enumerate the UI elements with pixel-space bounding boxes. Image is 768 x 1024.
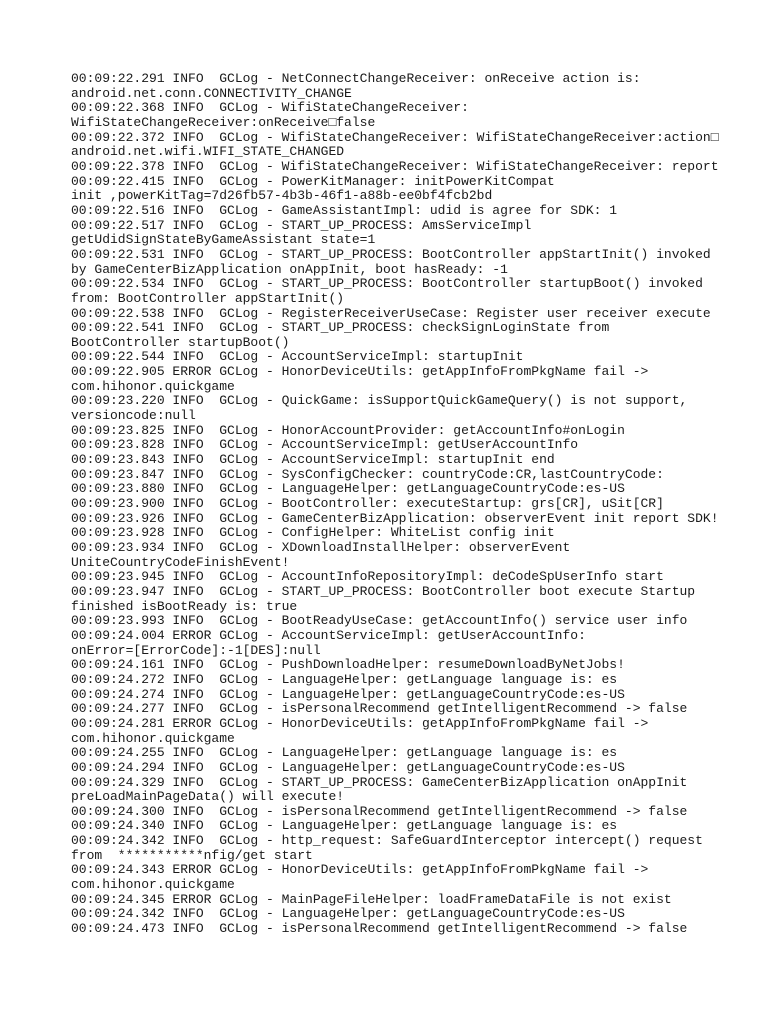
log-line: 00:09:23.993 INFO GCLog - BootReadyUseCase: getAccountInfo() service user info <box>71 613 688 629</box>
log-line: 00:09:24.342 INFO GCLog - http_request: SafeGuardInterceptor intercept() request <box>71 833 703 849</box>
log-line: 00:09:24.329 INFO GCLog - START_UP_PROCESS: GameCenterBizApplication onAppInit <box>71 774 688 790</box>
log-document <box>71 72 731 937</box>
log-line: 00:09:24.294 INFO GCLog - LanguageHelper: getLanguageCountryCode:es-US <box>71 759 625 775</box>
log-line: 00:09:24.300 INFO GCLog - isPersonalRecommend getIntelligentRecommend -> false <box>71 803 688 819</box>
log-line: 00:09:24.161 INFO GCLog - PushDownloadHelper: resumeDownloadByNetJobs! <box>71 657 625 673</box>
log-line: 00:09:24.004 ERROR GCLog - AccountServiceImpl: getUserAccountInfo: <box>71 627 586 643</box>
log-line: 00:09:23.828 INFO GCLog - AccountServiceImpl: getUserAccountInfo <box>71 437 579 453</box>
log-line: 00:09:23.947 INFO GCLog - START_UP_PROCESS: BootController boot execute Startup <box>71 583 696 599</box>
log-line: 00:09:24.473 INFO GCLog - isPersonalRecommend getIntelligentRecommend -> false <box>71 921 688 937</box>
log-line: 00:09:22.378 INFO GCLog - WifiStateChangeReceiver: WifiStateChangeReceiver: report <box>71 158 719 174</box>
log-line: 00:09:22.905 ERROR GCLog - HonorDeviceUtils: getAppInfoFromPkgName fail -> <box>71 364 649 380</box>
log-line: 00:09:23.900 INFO GCLog - BootController: executeStartup: grs[CR], uSit[CR] <box>71 496 664 512</box>
log-line: 00:09:22.415 INFO GCLog - PowerKitManager: initPowerKitCompat <box>71 173 555 189</box>
log-line: from ***********nfig/get start <box>71 847 313 863</box>
log-line: 00:09:24.277 INFO GCLog - isPersonalRecommend getIntelligentRecommend -> false <box>71 701 688 717</box>
log-line: com.hihonor.quickgame <box>71 877 235 893</box>
log-line: com.hihonor.quickgame <box>71 378 235 394</box>
log-line: 00:09:24.281 ERROR GCLog - HonorDeviceUtils: getAppInfoFromPkgName fail -> <box>71 715 649 731</box>
log-line: 00:09:24.342 INFO GCLog - LanguageHelper: getLanguageCountryCode:es-US <box>71 906 625 922</box>
log-line: WifiStateChangeReceiver:onReceive□false <box>71 114 376 130</box>
log-line: preLoadMainPageData() will execute! <box>71 789 345 805</box>
log-line: 00:09:23.926 INFO GCLog - GameCenterBizApplication: observerEvent init report SDK! <box>71 510 719 526</box>
log-line: finished isBootReady is: true <box>71 598 298 614</box>
log-line: init ,powerKitTag=7d26fb57-4b3b-46f1-a88b-ee0bf4fcb2bd <box>71 188 493 204</box>
log-line: 00:09:22.538 INFO GCLog - RegisterReceiverUseCase: Register user receiver execute <box>71 305 711 321</box>
log-line: 00:09:23.928 INFO GCLog - ConfigHelper: WhiteList config init <box>71 525 555 541</box>
log-line: 00:09:23.847 INFO GCLog - SysConfigChecker: countryCode:CR,lastCountryCode: <box>71 466 664 482</box>
log-line: android.net.wifi.WIFI_STATE_CHANGED <box>71 144 345 160</box>
log-line: 00:09:24.340 INFO GCLog - LanguageHelper: getLanguage language is: es <box>71 818 618 834</box>
log-line: 00:09:22.516 INFO GCLog - GameAssistantImpl: udid is agree for SDK: 1 <box>71 202 618 218</box>
log-line: 00:09:24.272 INFO GCLog - LanguageHelper: getLanguage language is: es <box>71 671 618 687</box>
log-line: getUdidSignStateByGameAssistant state=1 <box>71 232 376 248</box>
log-line: 00:09:23.843 INFO GCLog - AccountServiceImpl: startupInit end <box>71 452 555 468</box>
log-line: 00:09:22.517 INFO GCLog - START_UP_PROCESS: AmsServiceImpl <box>71 217 532 233</box>
log-line: 00:09:22.541 INFO GCLog - START_UP_PROCESS: checkSignLoginState from <box>71 320 610 336</box>
log-line: 00:09:22.544 INFO GCLog - AccountServiceImpl: startupInit <box>71 349 524 365</box>
log-line: 00:09:22.534 INFO GCLog - START_UP_PROCESS: BootController startupBoot() invoked <box>71 276 703 292</box>
log-line: 00:09:24.343 ERROR GCLog - HonorDeviceUtils: getAppInfoFromPkgName fail -> <box>71 862 649 878</box>
log-line: versioncode:null <box>71 408 196 424</box>
log-line: 00:09:24.345 ERROR GCLog - MainPageFileHelper: loadFrameDataFile is not exist <box>71 891 672 907</box>
log-line: 00:09:23.934 INFO GCLog - XDownloadInstallHelper: observerEvent <box>71 540 571 555</box>
log-line: 00:09:22.531 INFO GCLog - START_UP_PROCESS: BootController appStartInit() invoked <box>71 246 711 262</box>
log-line: 00:09:22.372 INFO GCLog - WifiStateChangeReceiver: WifiStateChangeReceiver:action□ <box>71 129 719 145</box>
log-line: com.hihonor.quickgame <box>71 730 235 746</box>
log-line: 00:09:23.220 INFO GCLog - QuickGame: isSupportQuickGameQuery() is not support, <box>71 393 688 409</box>
log-line: from: BootController appStartInit() <box>71 290 345 306</box>
log-line: 00:09:22.291 INFO GCLog - NetConnectChangeReceiver: onReceive action is: <box>71 71 641 86</box>
log-line: by GameCenterBizApplication onAppInit, boot hasReady: -1 <box>71 261 508 277</box>
log-line: BootController startupBoot() <box>71 334 290 350</box>
log-line: onError=[ErrorCode]:-1[DES]:null <box>71 642 321 658</box>
log-line: 00:09:23.880 INFO GCLog - LanguageHelper: getLanguageCountryCode:es-US <box>71 481 625 497</box>
log-line: 00:09:24.274 INFO GCLog - LanguageHelper: getLanguageCountryCode:es-US <box>71 686 625 702</box>
log-line: 00:09:23.825 INFO GCLog - HonorAccountProvider: getAccountInfo#onLogin <box>71 422 625 438</box>
log-line: 00:09:22.368 INFO GCLog - WifiStateChangeReceiver: <box>71 100 469 116</box>
log-line: android.net.conn.CONNECTIVITY_CHANGE <box>71 85 352 101</box>
log-line: 00:09:24.255 INFO GCLog - LanguageHelper: getLanguage language is: es <box>71 745 618 761</box>
log-line: 00:09:23.945 INFO GCLog - AccountInfoRepositoryImpl: deCodeSpUserInfo start <box>71 569 664 585</box>
log-line: UniteCountryCodeFinishEvent! <box>71 554 290 570</box>
